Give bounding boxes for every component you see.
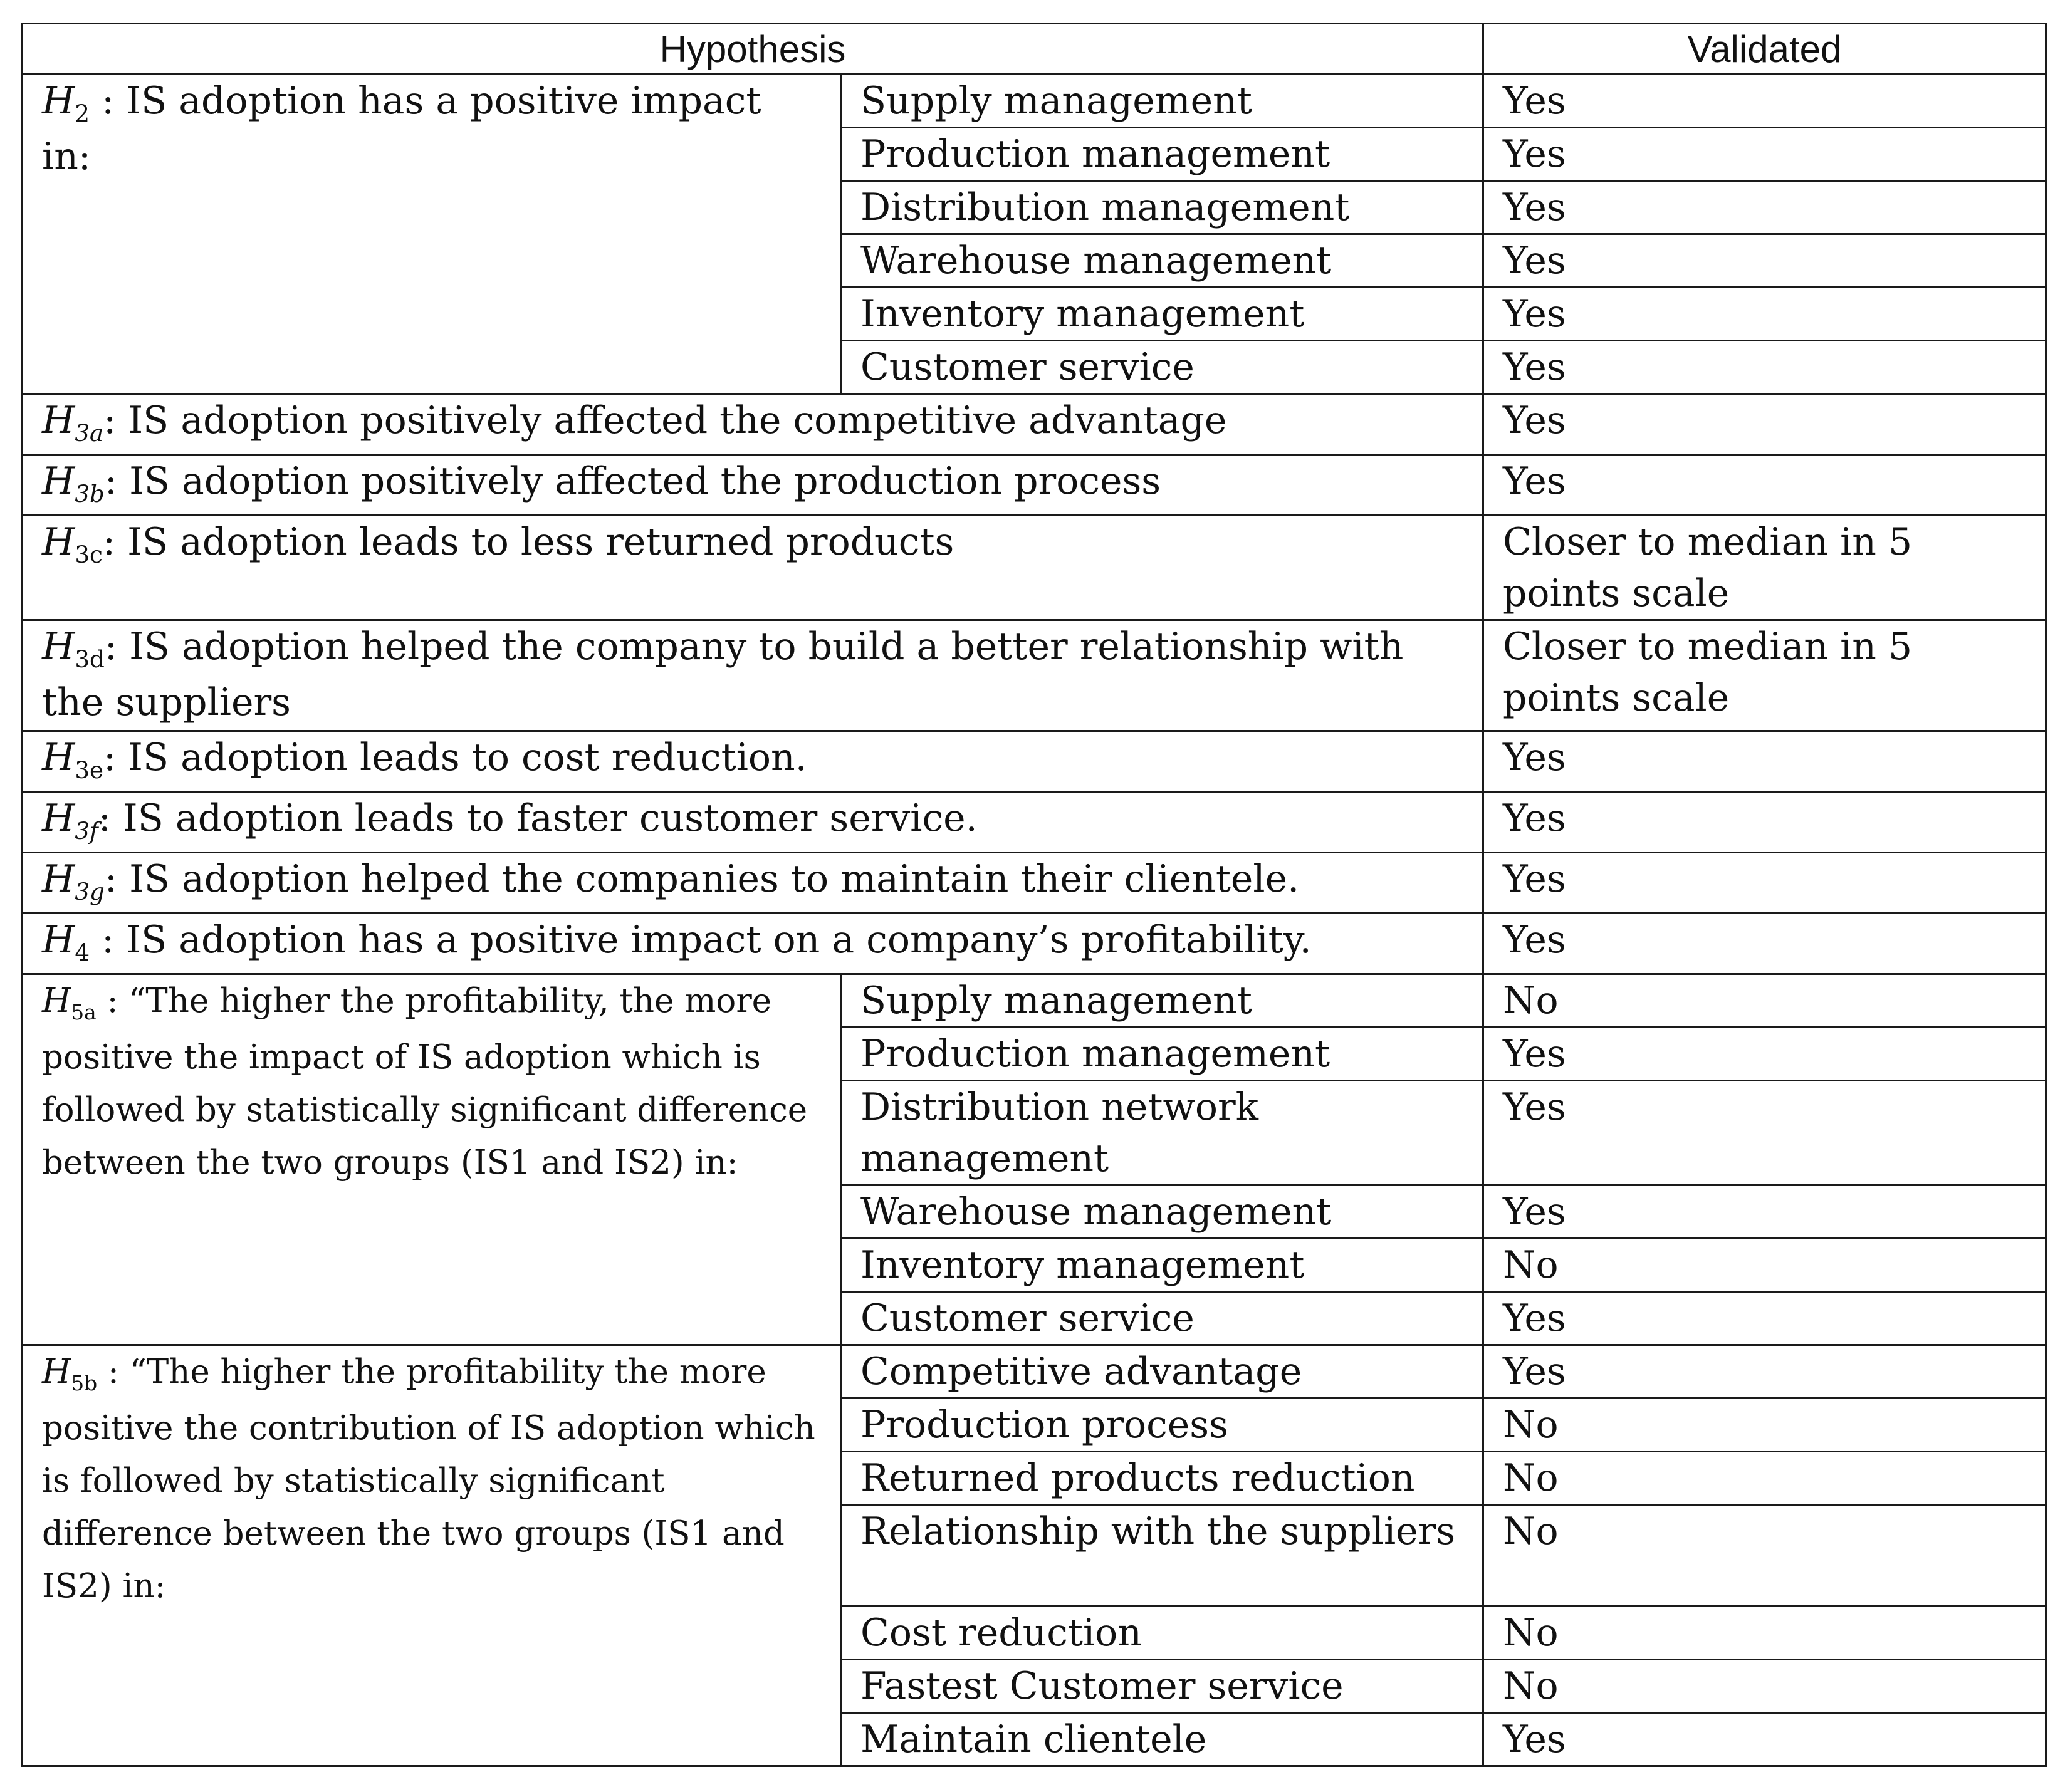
validated-cell: No xyxy=(1483,1660,2046,1713)
table-row xyxy=(23,792,2046,853)
header-row xyxy=(23,24,2046,75)
hypothesis-h4 xyxy=(23,914,1483,974)
hypothesis-text: : IS adoption leads to cost reduction. xyxy=(103,736,807,779)
hypothesis-label: H xyxy=(42,625,75,669)
hypothesis-label: H xyxy=(42,736,75,779)
hypothesis-subscript: 2 xyxy=(75,100,90,128)
validated-cell: No xyxy=(1483,974,2046,1028)
validated-cell: No xyxy=(1483,1505,2046,1607)
hypothesis-subscript: 3b xyxy=(75,480,105,508)
validated-cell: Yes xyxy=(1483,288,2046,341)
area-cell: Customer service xyxy=(841,341,1483,394)
validated-cell: Closer to median in 5 points scale xyxy=(1483,516,2046,620)
hypothesis-label: H xyxy=(42,982,71,1020)
hypothesis-subscript: 5a xyxy=(71,999,97,1024)
hypothesis-subscript: 3g xyxy=(75,878,105,906)
validated-cell: No xyxy=(1483,1607,2046,1660)
area-cell: Customer service xyxy=(841,1292,1483,1345)
hypothesis-subscript: 3d xyxy=(75,645,105,674)
hypothesis-label: H xyxy=(42,918,75,962)
validated-cell: No xyxy=(1483,1452,2046,1505)
validated-cell: Yes xyxy=(1483,1081,2046,1185)
validated-cell: Yes xyxy=(1483,1713,2046,1766)
area-cell: Inventory management xyxy=(841,288,1483,341)
area-cell: Production management xyxy=(841,128,1483,181)
area-cell: Supply management xyxy=(841,974,1483,1028)
validated-cell: Yes xyxy=(1483,731,2046,792)
validated-cell: Yes xyxy=(1483,455,2046,516)
area-cell: Fastest Customer service xyxy=(841,1660,1483,1713)
validated-cell: Yes xyxy=(1483,128,2046,181)
table-row xyxy=(23,1345,2046,1399)
hypothesis-label: H xyxy=(42,79,75,123)
hypothesis-h5b xyxy=(23,1345,841,1766)
validated-cell: Yes xyxy=(1483,853,2046,914)
area-cell: Inventory management xyxy=(841,1239,1483,1292)
table-row xyxy=(23,853,2046,914)
hypothesis-subscript: 3e xyxy=(75,756,103,784)
validated-cell: No xyxy=(1483,1399,2046,1452)
hypothesis-text: : “The higher the profitability the more positive the contribution of IS adoption which is followed by statistically significant difference between the two groups (IS1 and IS2) in: xyxy=(42,1353,815,1605)
hypothesis-subscript: 5b xyxy=(71,1370,98,1395)
area-cell: Warehouse management xyxy=(841,234,1483,288)
hypothesis-h3b xyxy=(23,455,1483,516)
area-cell: Production management xyxy=(841,1028,1483,1081)
table-row xyxy=(23,620,2046,731)
hypothesis-text: : IS adoption helped the companies to maintain their clientele. xyxy=(104,857,1300,901)
validated-cell: Yes xyxy=(1483,341,2046,394)
area-cell: Supply management xyxy=(841,75,1483,128)
area-cell: Distribution network management xyxy=(841,1081,1483,1185)
table-row xyxy=(23,516,2046,620)
hypothesis-table xyxy=(21,23,2047,1767)
area-cell: Production process xyxy=(841,1399,1483,1452)
hypothesis-label: H xyxy=(42,796,75,840)
area-cell: Competitive advantage xyxy=(841,1345,1483,1399)
hypothesis-text: : IS adoption positively affected the production process xyxy=(104,459,1161,503)
hypothesis-subscript: 3f xyxy=(75,817,98,845)
header-hypothesis: Hypothesis xyxy=(23,24,1483,75)
table-row xyxy=(23,914,2046,974)
hypothesis-label: H xyxy=(42,459,75,503)
hypothesis-subscript: 3c xyxy=(75,541,103,569)
hypothesis-h3e xyxy=(23,731,1483,792)
hypothesis-text: : IS adoption has a positive impact on a company’s profitability. xyxy=(102,918,1312,962)
validated-cell: Yes xyxy=(1483,914,2046,974)
hypothesis-label: H xyxy=(42,520,75,564)
hypothesis-label: H xyxy=(42,1353,71,1391)
validated-cell: Yes xyxy=(1483,1185,2046,1239)
hypothesis-h3d xyxy=(23,620,1483,731)
hypothesis-h2 xyxy=(23,75,841,394)
table-row xyxy=(23,974,2046,1028)
hypothesis-text: : IS adoption leads to less returned products xyxy=(102,520,954,564)
table-row xyxy=(23,75,2046,128)
hypothesis-text: : IS adoption positively affected the competitive advantage xyxy=(103,399,1227,442)
validated-cell: Yes xyxy=(1483,394,2046,455)
area-cell: Warehouse management xyxy=(841,1185,1483,1239)
area-cell: Relationship with the suppliers xyxy=(841,1505,1483,1607)
validated-cell: Closer to median in 5 points scale xyxy=(1483,620,2046,731)
hypothesis-label: H xyxy=(42,857,75,901)
validated-cell: Yes xyxy=(1483,181,2046,234)
area-cell: Returned products reduction xyxy=(841,1452,1483,1505)
hypothesis-text: : IS adoption leads to faster customer service. xyxy=(98,796,978,840)
hypothesis-subscript: 3a xyxy=(75,419,104,447)
hypothesis-h3f xyxy=(23,792,1483,853)
hypothesis-label: H xyxy=(42,399,75,442)
validated-cell: Yes xyxy=(1483,234,2046,288)
hypothesis-text: : IS adoption has a positive impact in: xyxy=(42,79,761,179)
hypothesis-h5a xyxy=(23,974,841,1345)
hypothesis-text: : “The higher the profitability, the more positive the impact of IS adoption which is followed by statistically significant difference between the two groups (IS1 and IS2) in: xyxy=(42,982,808,1182)
hypothesis-h3c xyxy=(23,516,1483,620)
validated-cell: Yes xyxy=(1483,1028,2046,1081)
table-row xyxy=(23,394,2046,455)
header-validated: Validated xyxy=(1483,24,2046,75)
validated-cell: No xyxy=(1483,1239,2046,1292)
table-row xyxy=(23,731,2046,792)
hypothesis-h3g xyxy=(23,853,1483,914)
validated-cell: Yes xyxy=(1483,792,2046,853)
hypothesis-subscript: 4 xyxy=(75,939,90,967)
area-cell: Cost reduction xyxy=(841,1607,1483,1660)
area-cell: Maintain clientele xyxy=(841,1713,1483,1766)
validated-cell: Yes xyxy=(1483,1345,2046,1399)
area-cell: Distribution management xyxy=(841,181,1483,234)
hypothesis-h3a xyxy=(23,394,1483,455)
hypothesis-text: : IS adoption helped the company to build a better relationship with the suppliers xyxy=(42,625,1404,724)
validated-cell: Yes xyxy=(1483,1292,2046,1345)
table-row xyxy=(23,455,2046,516)
validated-cell: Yes xyxy=(1483,75,2046,128)
